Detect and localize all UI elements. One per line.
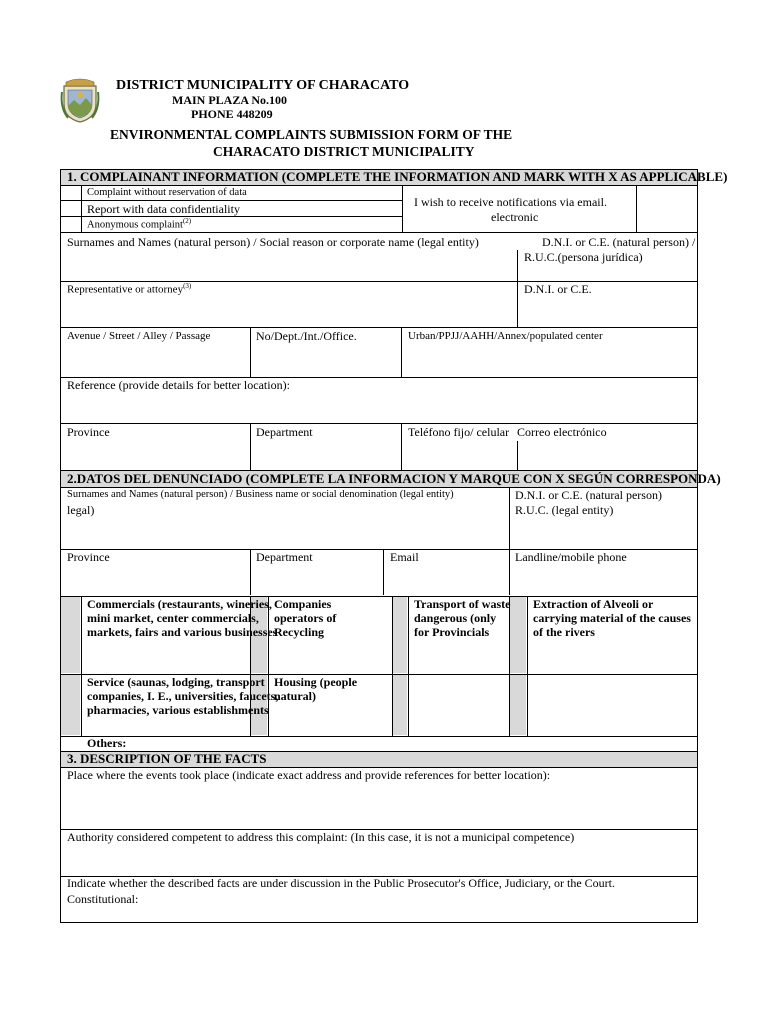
accused-dni-label-line2: R.U.C. (legal entity) — [515, 503, 614, 517]
place-field[interactable] — [62, 785, 696, 828]
complainant-names-label: Surnames and Names (natural person) / Social reason or corporate name (legal entity) — [67, 235, 479, 249]
option-complaint-without-reservation: Complaint without reservation of data — [87, 187, 247, 198]
phone-field[interactable] — [402, 441, 516, 469]
complainant-dni-field[interactable] — [518, 266, 696, 280]
checkbox-anonymous-complaint[interactable] — [61, 217, 81, 232]
email-field[interactable] — [518, 441, 696, 469]
accused-phone-field[interactable] — [510, 566, 696, 595]
category-extraction: Extraction of Alveoli or carrying material of the causes of the rivers — [533, 597, 691, 640]
form-title-line2: CHARACATO DISTRICT MUNICIPALITY — [213, 144, 475, 159]
number-label: No/Dept./Int./Office. — [256, 329, 357, 343]
department-field[interactable] — [251, 441, 400, 469]
representative-dni-label: D.N.I. or C.E. — [524, 282, 592, 296]
accused-dni-field[interactable] — [510, 519, 696, 548]
reference-field[interactable] — [62, 394, 696, 422]
section1-title: 1. COMPLAINANT INFORMATION (COMPLETE THE INFORMATION AND MARK WITH X AS APPLICABLE) — [67, 169, 728, 184]
authority-field[interactable] — [62, 847, 696, 875]
accused-names-field[interactable] — [62, 519, 507, 548]
discussion-label-line2: Constitutional: — [67, 892, 139, 906]
municipality-phone: PHONE 448209 — [191, 107, 273, 121]
province-field[interactable] — [62, 441, 249, 469]
number-field[interactable] — [251, 345, 400, 376]
accused-names-label-line2: legal) — [67, 503, 95, 517]
province-label: Province — [67, 425, 110, 439]
municipality-address: MAIN PLAZA No.100 — [172, 93, 288, 107]
checkbox-empty-3[interactable] — [393, 675, 407, 735]
form-title-line1: ENVIRONMENTAL COMPLAINTS SUBMISSION FORM OF THE — [110, 127, 513, 142]
category-service: Service (saunas, lodging, transport companies, I. E., universities, faucets, pharmacies, various establishments — [87, 675, 279, 718]
municipality-seal — [60, 78, 100, 124]
checkbox-transport-waste[interactable] — [393, 597, 407, 673]
discussion-label-line1: Indicate whether the described facts are under discussion in the Public Prosecutor's Office, Judiciary, or the Court. — [67, 876, 615, 890]
place-label: Place where the events took place (indicate exact address and provide references for better location): — [67, 768, 551, 782]
option-data-confidentiality: Report with data confidentiality — [87, 202, 240, 216]
accused-province-field[interactable] — [62, 566, 249, 595]
checkbox-notify-email[interactable] — [637, 186, 696, 232]
accused-department-label: Department — [256, 550, 313, 564]
checkbox-service[interactable] — [61, 675, 80, 735]
complainant-dni-label-line2: R.U.C.(persona jurídica) — [524, 250, 643, 264]
option-anonymous-complaint: Anonymous complaint$^{(2)}$ — [87, 217, 192, 231]
avenue-field[interactable] — [62, 345, 249, 376]
representative-dni-field[interactable] — [518, 298, 696, 326]
category-recycling: Companies operators of Recycling — [274, 597, 337, 640]
accused-names-label-line1: Surnames and Names (natural person) / Business name or social denomination (legal entity) — [67, 489, 454, 500]
accused-email-field[interactable] — [384, 566, 507, 595]
others-field[interactable] — [140, 737, 696, 750]
complainant-names-field[interactable] — [62, 252, 516, 280]
authority-label: Authority considered competent to address this complaint: (In this case, it is not a municipal competence) — [67, 830, 575, 844]
checkbox-data-confidentiality[interactable] — [61, 201, 81, 216]
section3-title: 3. DESCRIPTION OF THE FACTS — [67, 751, 267, 766]
category-commercials: Commercials (restaurants, wineries, mini market, center commercials, markets, fairs and various businesses — [87, 597, 278, 640]
accused-province-label: Province — [67, 550, 110, 564]
checkbox-extraction[interactable] — [510, 597, 526, 673]
others-label: Others: — [87, 736, 127, 750]
reference-label: Reference (provide details for better location): — [67, 378, 290, 392]
category-transport-waste: Transport of waste dangerous (only for Provincials — [414, 597, 511, 640]
representative-field[interactable] — [62, 298, 516, 326]
municipality-name: DISTRICT MUNICIPALITY OF CHARACATO — [116, 78, 410, 93]
email-label: Correo electrónico — [517, 425, 607, 439]
checkbox-empty-4[interactable] — [510, 675, 526, 735]
urban-label: Urban/PPJJ/AAHH/Annex/populated center — [408, 330, 603, 342]
checkbox-complaint-without-reservation[interactable] — [61, 186, 81, 200]
accused-dni-label-line1: D.N.I. or C.E. (natural person) — [515, 488, 662, 502]
discussion-field[interactable] — [150, 893, 696, 921]
complainant-dni-label-line1: D.N.I. or C.E. (natural person) / — [542, 235, 696, 249]
accused-phone-label: Landline/mobile phone — [515, 550, 627, 564]
section2-title: 2.DATOS DEL DENUNCIADO (COMPLETE LA INFORMACION Y MARQUE CON X SEGÚN CORRESPONDA) — [67, 471, 721, 486]
category-housing: Housing (people natural) — [274, 675, 358, 704]
accused-department-field[interactable] — [251, 566, 382, 595]
urban-field[interactable] — [402, 345, 696, 376]
checkbox-commercials[interactable] — [61, 597, 80, 673]
department-label: Department — [256, 425, 313, 439]
notify-email-label: I wish to receive notifications via email. — [414, 195, 607, 209]
notify-electronic-label: electronic — [491, 210, 539, 224]
accused-email-label: Email — [390, 550, 419, 564]
phone-label: Teléfono fijo/ celular — [408, 425, 510, 439]
representative-label: Representative or attorney$^{(3)}$ — [67, 282, 192, 296]
avenue-label: Avenue / Street / Alley / Passage — [67, 330, 211, 342]
